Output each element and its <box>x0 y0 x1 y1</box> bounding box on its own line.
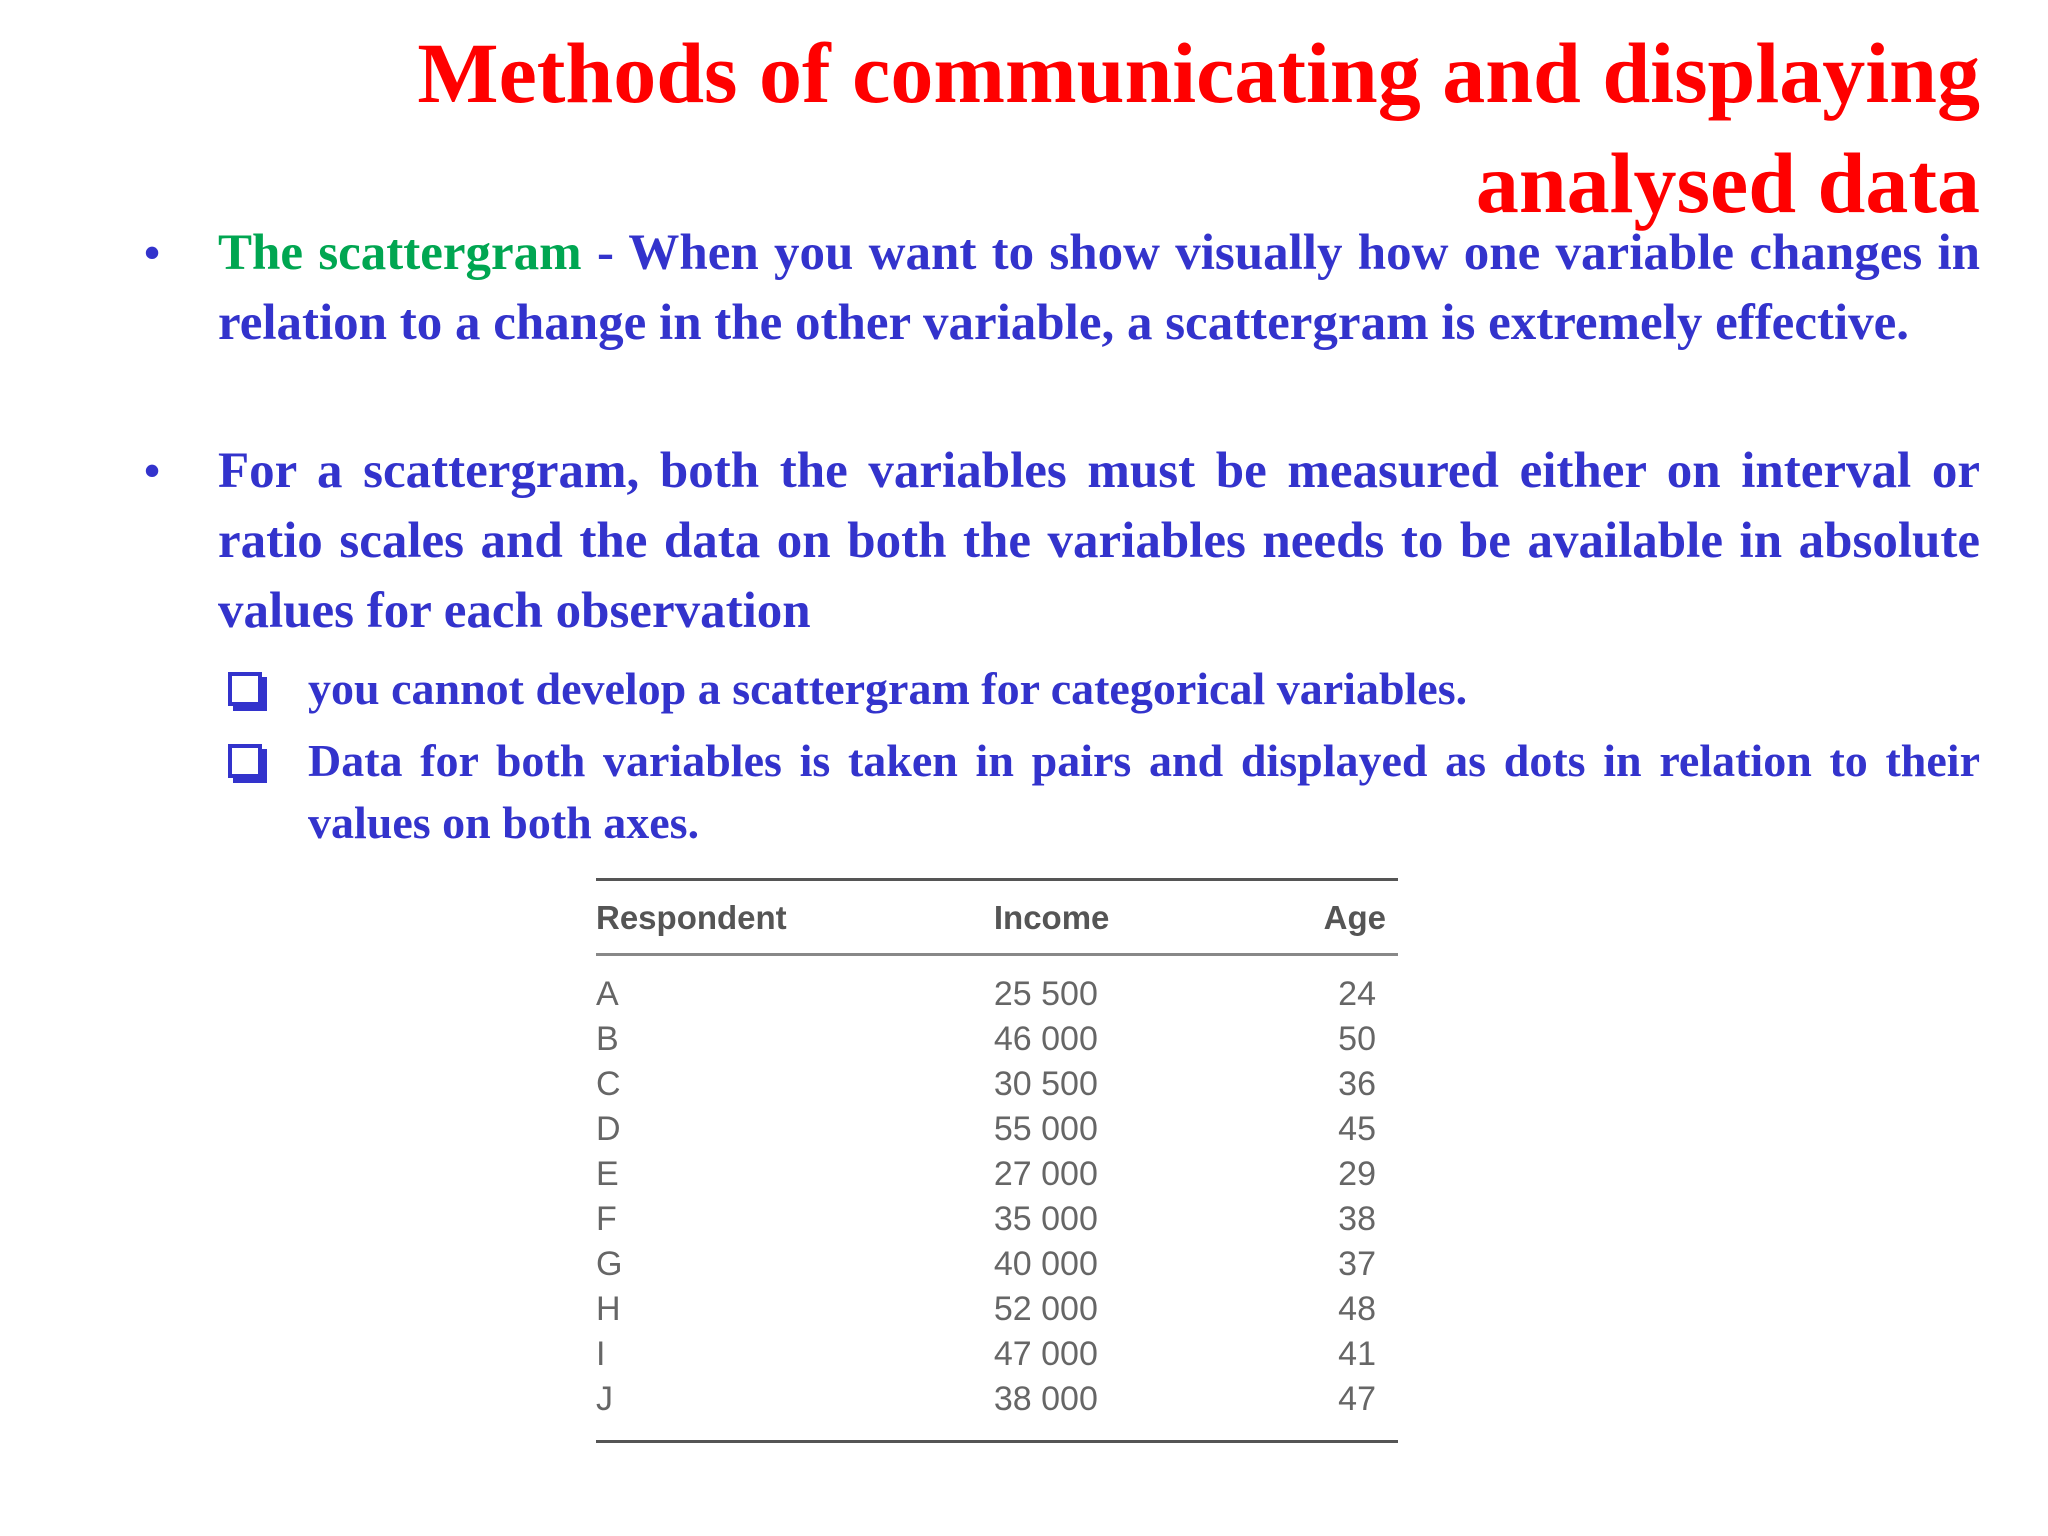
table-body <box>596 955 1398 1442</box>
bullet-item-scattergram <box>144 218 1981 358</box>
cell-age: 48 <box>1338 1290 1376 1328</box>
cell-age: 41 <box>1338 1335 1376 1373</box>
cell-respondent: D <box>596 1110 621 1148</box>
cell-income: 27 000 <box>993 1155 1098 1193</box>
respondent-table <box>596 878 1398 1443</box>
cell-income: 52 000 <box>993 1290 1098 1328</box>
checkbox-bullet-icon <box>228 672 262 706</box>
cell-age: 47 <box>1338 1380 1376 1418</box>
table-row <box>596 1197 1398 1242</box>
bullet-lead-term: The scattergram <box>218 225 582 281</box>
table-row <box>596 1107 1398 1152</box>
cell-respondent: F <box>596 1200 617 1238</box>
column-header-income: Income <box>896 880 1324 955</box>
cell-income: 25 500 <box>993 975 1098 1013</box>
cell-income: 55 000 <box>993 1110 1098 1148</box>
cell-age: 29 <box>1338 1155 1376 1193</box>
table-row <box>596 955 1398 1018</box>
sub-bullet-text: you cannot develop a scattergram for categorical variables. <box>308 663 1468 714</box>
cell-respondent: H <box>596 1290 621 1328</box>
sub-bullet-item <box>308 730 1980 854</box>
table-header-row <box>596 880 1398 955</box>
table-row <box>596 1377 1398 1442</box>
bullet-dot-icon: • <box>144 445 161 496</box>
cell-respondent: B <box>596 1020 619 1058</box>
table-row <box>596 1152 1398 1197</box>
sub-bullet-text: Data for both variables is taken in pairs and displayed as dots in relation to their values on both axes. <box>308 735 1980 848</box>
table-row <box>596 1242 1398 1287</box>
bullet-dot-icon: • <box>144 227 161 278</box>
respondent-table-figure <box>596 878 1398 1443</box>
slide-title: Methods of communicating and displaying analysed data <box>417 25 1980 231</box>
cell-income: 38 000 <box>993 1380 1098 1418</box>
column-header-age: Age <box>1324 880 1398 955</box>
cell-income: 35 000 <box>993 1200 1098 1238</box>
cell-income: 40 000 <box>993 1245 1098 1283</box>
cell-respondent: I <box>596 1335 606 1373</box>
column-header-respondent: Respondent <box>596 880 896 955</box>
cell-age: 38 <box>1338 1200 1376 1238</box>
table-row <box>596 1062 1398 1107</box>
table-row <box>596 1017 1398 1062</box>
cell-age: 24 <box>1338 975 1376 1013</box>
cell-income: 46 000 <box>993 1020 1098 1058</box>
bullet-text: - When you want to show visually how one variable changes in relation to a change in the other variable, a scattergram is extremely effective. <box>218 225 1981 351</box>
bullet-text: For a scattergram, both the variables must be measured either on interval or ratio scales and the data on both the variables needs to be available in absolute values for each observation <box>218 443 1980 639</box>
cell-respondent: A <box>596 975 619 1013</box>
cell-income: 47 000 <box>993 1335 1098 1373</box>
cell-age: 37 <box>1338 1245 1376 1283</box>
table-row <box>596 1287 1398 1332</box>
cell-income: 30 500 <box>993 1065 1098 1103</box>
cell-age: 50 <box>1338 1020 1376 1058</box>
sub-bullet-item <box>308 658 1980 720</box>
cell-age: 45 <box>1338 1110 1376 1148</box>
table-row <box>596 1332 1398 1377</box>
cell-age: 36 <box>1338 1065 1376 1103</box>
cell-respondent: G <box>596 1245 623 1283</box>
cell-respondent: J <box>596 1380 613 1418</box>
bullet-item-measurement <box>144 436 1980 646</box>
cell-respondent: C <box>596 1065 621 1103</box>
cell-respondent: E <box>596 1155 619 1193</box>
checkbox-bullet-icon <box>228 744 262 778</box>
